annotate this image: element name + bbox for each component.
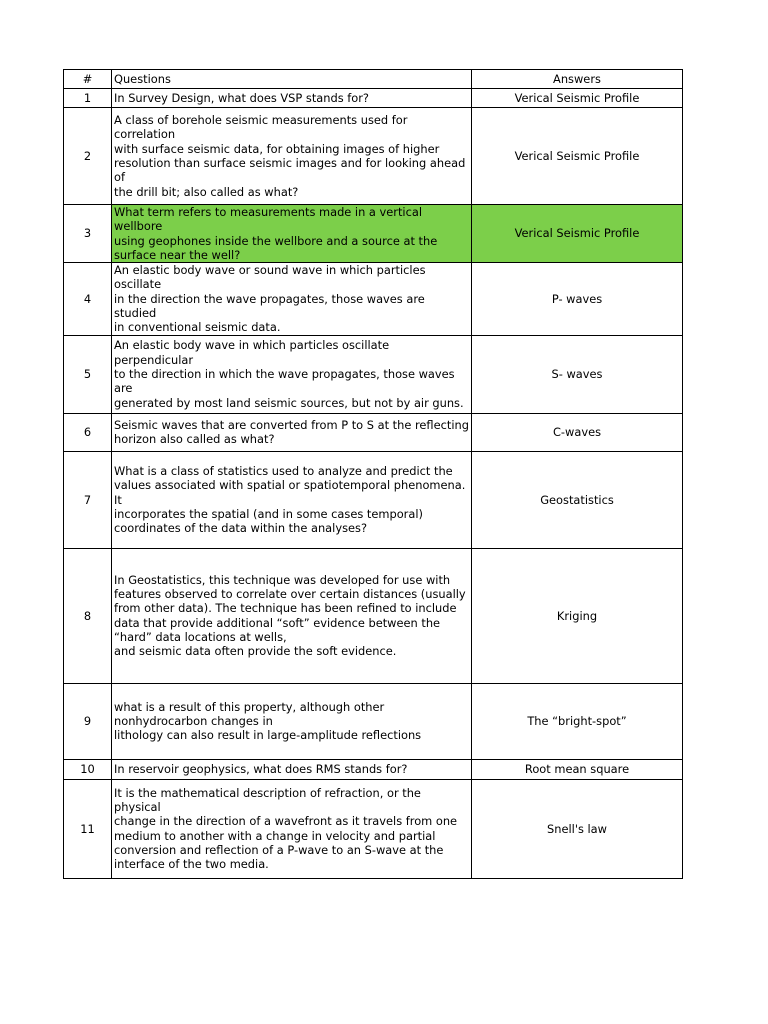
qa-table <box>63 69 683 879</box>
row-number: 2 <box>64 108 112 205</box>
question-cell: In reservoir geophysics, what does RMS stands for? <box>112 759 472 779</box>
answer-cell: Verical Seismic Profile <box>472 205 683 263</box>
row-number: 6 <box>64 413 112 451</box>
question-cell: An elastic body wave in which particles oscillate perpendicular to the direction in which the wave propagates, those waves are generated by most land seismic sources, but not by air guns. <box>112 335 472 413</box>
row-number: 1 <box>64 89 112 108</box>
table-row <box>64 335 683 413</box>
row-number: 7 <box>64 451 112 548</box>
row-number: 11 <box>64 779 112 878</box>
row-number: 9 <box>64 683 112 759</box>
table-row <box>64 683 683 759</box>
question-cell: In Geostatistics, this technique was developed for use with features observed to correlate over certain distances (usually from other data). The technique has been refined to include data that provide additional “soft” evidence between the “hard” data locations at wells, and seismic data often provide the soft evidence. <box>112 548 472 683</box>
header-questions: Questions <box>112 70 472 89</box>
table-row <box>64 108 683 205</box>
answer-cell: Verical Seismic Profile <box>472 89 683 108</box>
answer-cell: S- waves <box>472 335 683 413</box>
table-row <box>64 451 683 548</box>
answer-cell: Snell's law <box>472 779 683 878</box>
answer-cell: P- waves <box>472 263 683 335</box>
header-row <box>64 70 683 89</box>
answer-cell: C-waves <box>472 413 683 451</box>
table-row-highlighted <box>64 205 683 263</box>
row-number: 10 <box>64 759 112 779</box>
question-cell: Seismic waves that are converted from P to S at the reflecting horizon also called as what? <box>112 413 472 451</box>
table-row <box>64 548 683 683</box>
row-number: 3 <box>64 205 112 263</box>
table-row <box>64 263 683 335</box>
header-answers: Answers <box>472 70 683 89</box>
question-cell: In Survey Design, what does VSP stands for? <box>112 89 472 108</box>
table-row <box>64 89 683 108</box>
question-cell: What is a class of statistics used to analyze and predict the values associated with spatial or spatiotemporal phenomena. It incorporates the spatial (and in some cases temporal) coordinates of the data within the analyses? <box>112 451 472 548</box>
row-number: 5 <box>64 335 112 413</box>
table-row <box>64 779 683 878</box>
question-cell: What term refers to measurements made in a vertical wellbore using geophones inside the wellbore and a source at the surface near the well? <box>112 205 472 263</box>
question-cell: what is a result of this property, although other nonhydrocarbon changes in lithology can also result in large-amplitude reflections <box>112 683 472 759</box>
question-cell: It is the mathematical description of refraction, or the physical change in the direction of a wavefront as it travels from one medium to another with a change in velocity and partial conversion and reflection of a P-wave to an S-wave at the interface of the two media. <box>112 779 472 878</box>
table-row <box>64 759 683 779</box>
question-cell: An elastic body wave or sound wave in which particles oscillate in the direction the wave propagates, those waves are studied in conventional seismic data. <box>112 263 472 335</box>
row-number: 4 <box>64 263 112 335</box>
answer-cell: Kriging <box>472 548 683 683</box>
question-cell: A class of borehole seismic measurements used for correlation with surface seismic data, for obtaining images of higher resolution than surface seismic images and for looking ahead of the drill bit; also called as what? <box>112 108 472 205</box>
answer-cell: The “bright-spot” <box>472 683 683 759</box>
answer-cell: Verical Seismic Profile <box>472 108 683 205</box>
answer-cell: Geostatistics <box>472 451 683 548</box>
answer-cell: Root mean square <box>472 759 683 779</box>
row-number: 8 <box>64 548 112 683</box>
header-number: # <box>64 70 112 89</box>
table-row <box>64 413 683 451</box>
